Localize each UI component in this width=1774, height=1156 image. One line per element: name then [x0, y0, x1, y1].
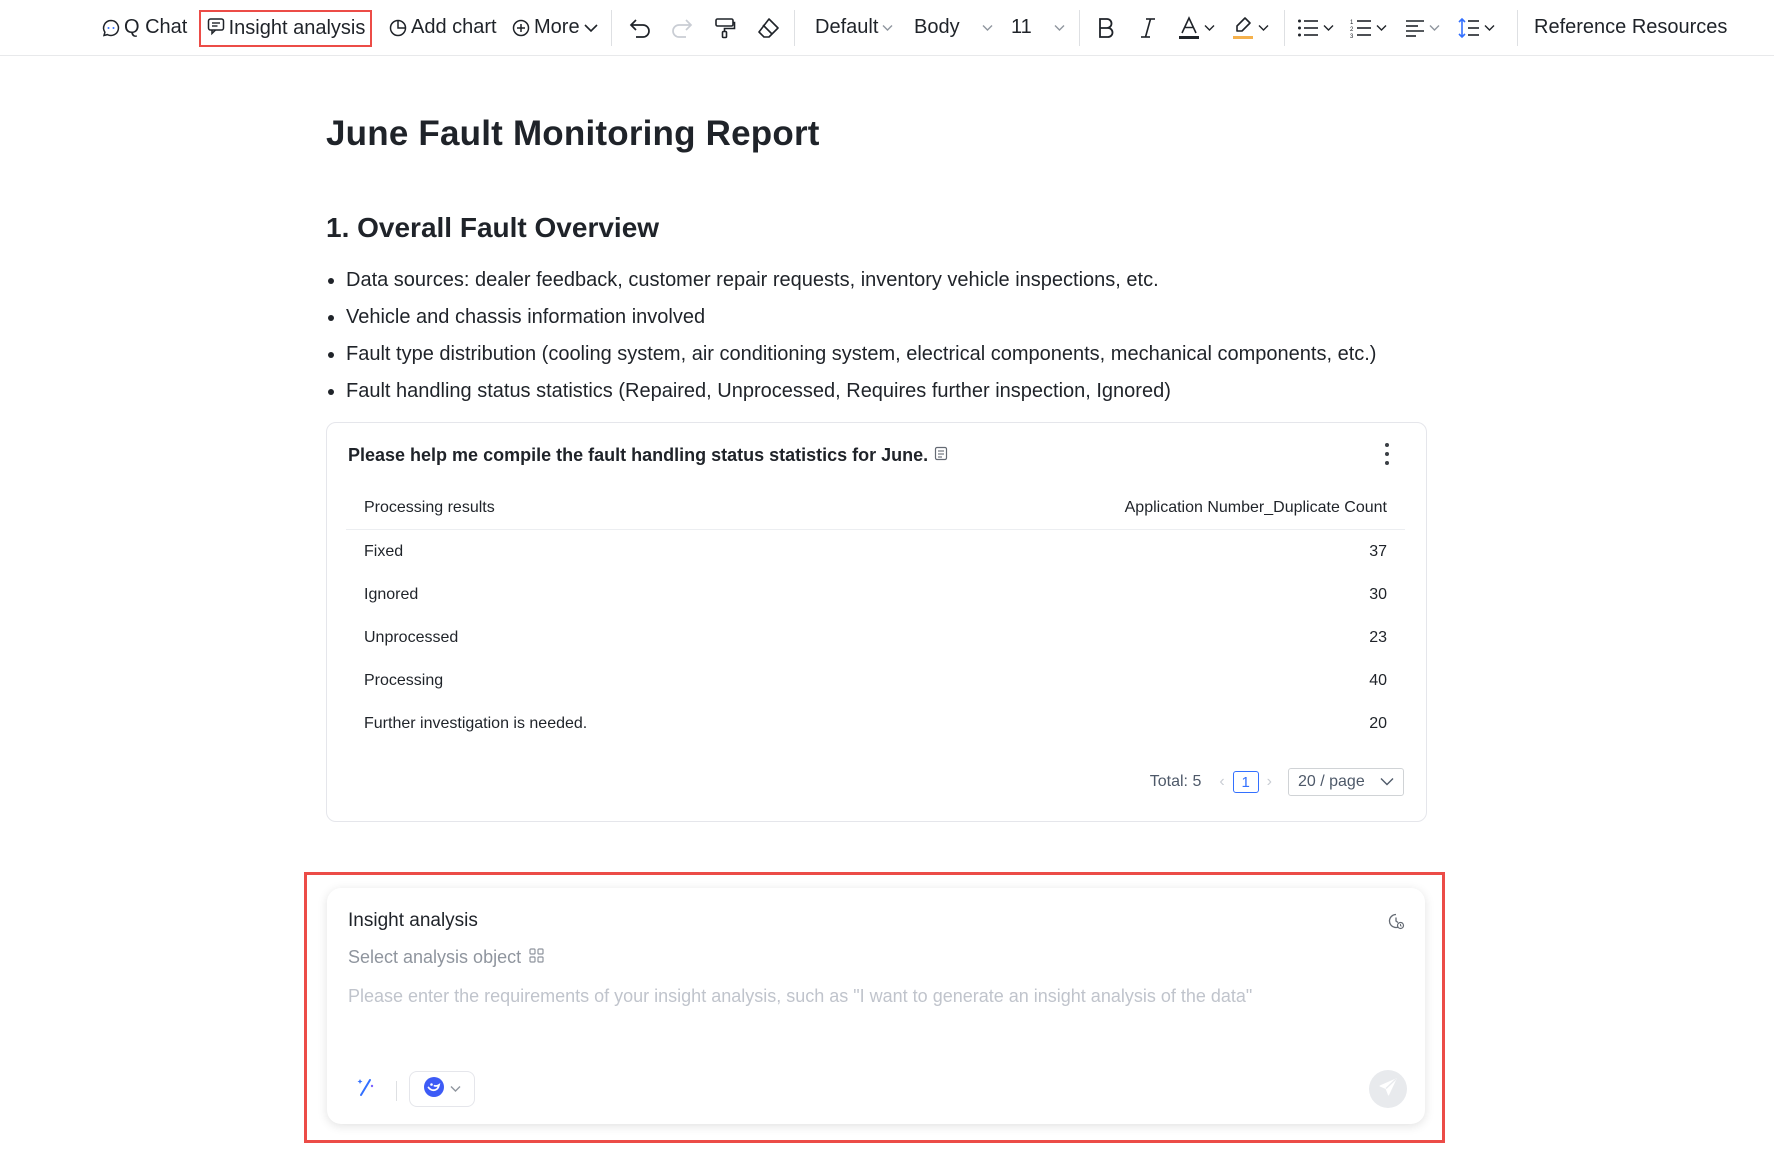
table-cell: Processing — [364, 671, 444, 689]
italic-icon — [1139, 17, 1157, 39]
chevron-down-icon — [1429, 24, 1440, 32]
insight-icon — [206, 16, 229, 42]
statistics-card — [326, 422, 1427, 822]
chevron-down-icon — [1204, 24, 1215, 32]
font-size-select[interactable] — [1011, 0, 1065, 55]
column-header[interactable]: Application Number_Duplicate Count — [1124, 499, 1387, 516]
q-chat-label: Q Chat — [124, 16, 188, 38]
style-value: Default — [815, 16, 879, 38]
chevron-down-icon — [982, 24, 993, 32]
chevron-down-icon — [1323, 24, 1334, 32]
insight-analysis-panel — [327, 888, 1425, 1124]
chevron-down-icon — [1484, 24, 1495, 32]
redo-icon — [670, 17, 694, 39]
chevron-down-icon — [882, 24, 893, 32]
bullet-list-icon — [1297, 18, 1319, 38]
toolbar-divider — [611, 10, 612, 46]
line-spacing-icon — [1458, 17, 1480, 39]
bold-button[interactable] — [1096, 0, 1116, 55]
table-row — [346, 702, 1405, 745]
highlight-icon — [1232, 16, 1254, 40]
reference-resources-label: Reference Resources — [1534, 16, 1728, 38]
divider — [396, 1081, 397, 1101]
plus-circle-icon — [511, 18, 531, 38]
numbered-list-button[interactable] — [1350, 0, 1387, 55]
table-cell: Further investigation is needed. — [364, 714, 588, 732]
svg-text:3: 3 — [1350, 33, 1354, 38]
q-chat-button[interactable] — [101, 0, 187, 55]
insight-analysis-button[interactable] — [199, 10, 372, 47]
card-question-text: Please help me compile the fault handling status statistics for June. — [348, 445, 929, 465]
bullet-item[interactable]: Fault handling status statistics (Repaired, Unprocessed, Requires further inspection, Ignored) — [326, 373, 1376, 410]
svg-text:1: 1 — [1350, 19, 1354, 26]
chart-icon — [388, 18, 408, 38]
pagination — [1150, 768, 1404, 796]
bullet-list — [326, 262, 1376, 410]
table-cell: Fixed — [364, 542, 404, 560]
table-cell: 23 — [1369, 628, 1387, 646]
font-color-button[interactable] — [1178, 0, 1215, 55]
numbered-list-icon — [1350, 18, 1372, 38]
history-icon[interactable] — [1387, 912, 1405, 935]
chevron-down-icon — [1376, 24, 1387, 32]
style-select[interactable] — [815, 0, 893, 55]
italic-button[interactable] — [1139, 0, 1157, 55]
more-options-icon[interactable] — [1384, 443, 1390, 465]
table-row — [346, 659, 1405, 702]
table-cell: 40 — [1369, 671, 1387, 689]
model-select[interactable] — [409, 1071, 475, 1107]
status-table — [346, 487, 1405, 745]
table-row — [346, 616, 1405, 659]
send-icon — [1378, 1077, 1398, 1102]
table-header — [346, 487, 1405, 530]
format-painter-icon — [713, 16, 737, 40]
table-cell: 30 — [1369, 585, 1387, 603]
page-size-select[interactable] — [1288, 768, 1404, 796]
more-label: More — [534, 16, 580, 38]
undo-button[interactable] — [628, 0, 652, 55]
document-title[interactable]: June Fault Monitoring Report — [326, 114, 820, 153]
prev-page-icon[interactable]: ‹ — [1219, 773, 1225, 790]
format-painter-button[interactable] — [713, 0, 737, 55]
chevron-down-icon — [1054, 24, 1065, 32]
copy-icon[interactable] — [928, 445, 948, 466]
toolbar-divider — [1517, 10, 1518, 46]
insight-requirements-input[interactable] — [348, 986, 1388, 1007]
table-cell: Ignored — [364, 585, 419, 603]
highlight-button[interactable] — [1232, 0, 1269, 55]
chevron-down-icon — [450, 1080, 461, 1098]
chevron-down-icon — [584, 23, 598, 33]
bullet-item[interactable]: Vehicle and chassis information involved — [326, 299, 1376, 336]
paragraph-select[interactable] — [914, 0, 993, 55]
font-size-value: 11 — [1011, 16, 1032, 38]
model-logo-icon — [423, 1076, 445, 1103]
reference-resources-button[interactable] — [1534, 0, 1727, 55]
grid-icon — [521, 947, 544, 968]
column-header[interactable]: Processing results — [364, 499, 495, 516]
align-icon — [1405, 19, 1425, 37]
table-cell: 37 — [1369, 542, 1387, 560]
insight-analysis-label: Insight analysis — [228, 17, 366, 39]
select-analysis-object[interactable] — [348, 947, 544, 968]
page-number[interactable]: 1 — [1233, 771, 1259, 793]
eraser-icon — [756, 16, 780, 40]
card-question — [348, 445, 948, 466]
select-analysis-object-label: Select analysis object — [348, 947, 522, 967]
section-heading[interactable]: 1. Overall Fault Overview — [326, 212, 660, 243]
insight-panel-title: Insight analysis — [348, 910, 478, 931]
table-cell: 20 — [1369, 714, 1387, 732]
chat-icon — [101, 18, 121, 38]
bold-icon — [1096, 17, 1116, 39]
chevron-down-icon — [1258, 24, 1269, 32]
magic-wand-icon[interactable] — [354, 1075, 376, 1102]
more-button[interactable] — [511, 0, 598, 55]
add-chart-label: Add chart — [411, 16, 497, 38]
toolbar-divider — [1284, 10, 1285, 46]
pagination-total: Total: 5 — [1149, 773, 1202, 790]
chevron-down-icon — [1380, 773, 1394, 791]
redo-button[interactable] — [670, 0, 694, 55]
send-button[interactable] — [1369, 1070, 1407, 1108]
table-cell: Unprocessed — [364, 628, 459, 646]
font-color-icon — [1178, 16, 1200, 40]
clear-format-button[interactable] — [756, 0, 780, 55]
add-chart-button[interactable] — [388, 0, 497, 55]
next-page-icon[interactable]: › — [1266, 773, 1272, 790]
toolbar-divider — [794, 10, 795, 46]
table-row — [346, 530, 1405, 573]
align-button[interactable] — [1405, 0, 1440, 55]
undo-icon — [628, 17, 652, 39]
page-size-value: 20 / page — [1298, 773, 1365, 790]
bullet-item[interactable]: Data sources: dealer feedback, customer repair requests, inventory vehicle inspections, etc. — [326, 262, 1376, 299]
editor-toolbar — [0, 0, 1774, 56]
svg-text:2: 2 — [1350, 26, 1354, 33]
bullet-item[interactable]: Fault type distribution (cooling system, air conditioning system, electrical components, mechanical components, etc.) — [326, 336, 1376, 373]
toolbar-divider — [1079, 10, 1080, 46]
line-spacing-button[interactable] — [1458, 0, 1495, 55]
table-row — [346, 573, 1405, 616]
bullet-list-button[interactable] — [1297, 0, 1334, 55]
paragraph-value: Body — [914, 16, 960, 38]
